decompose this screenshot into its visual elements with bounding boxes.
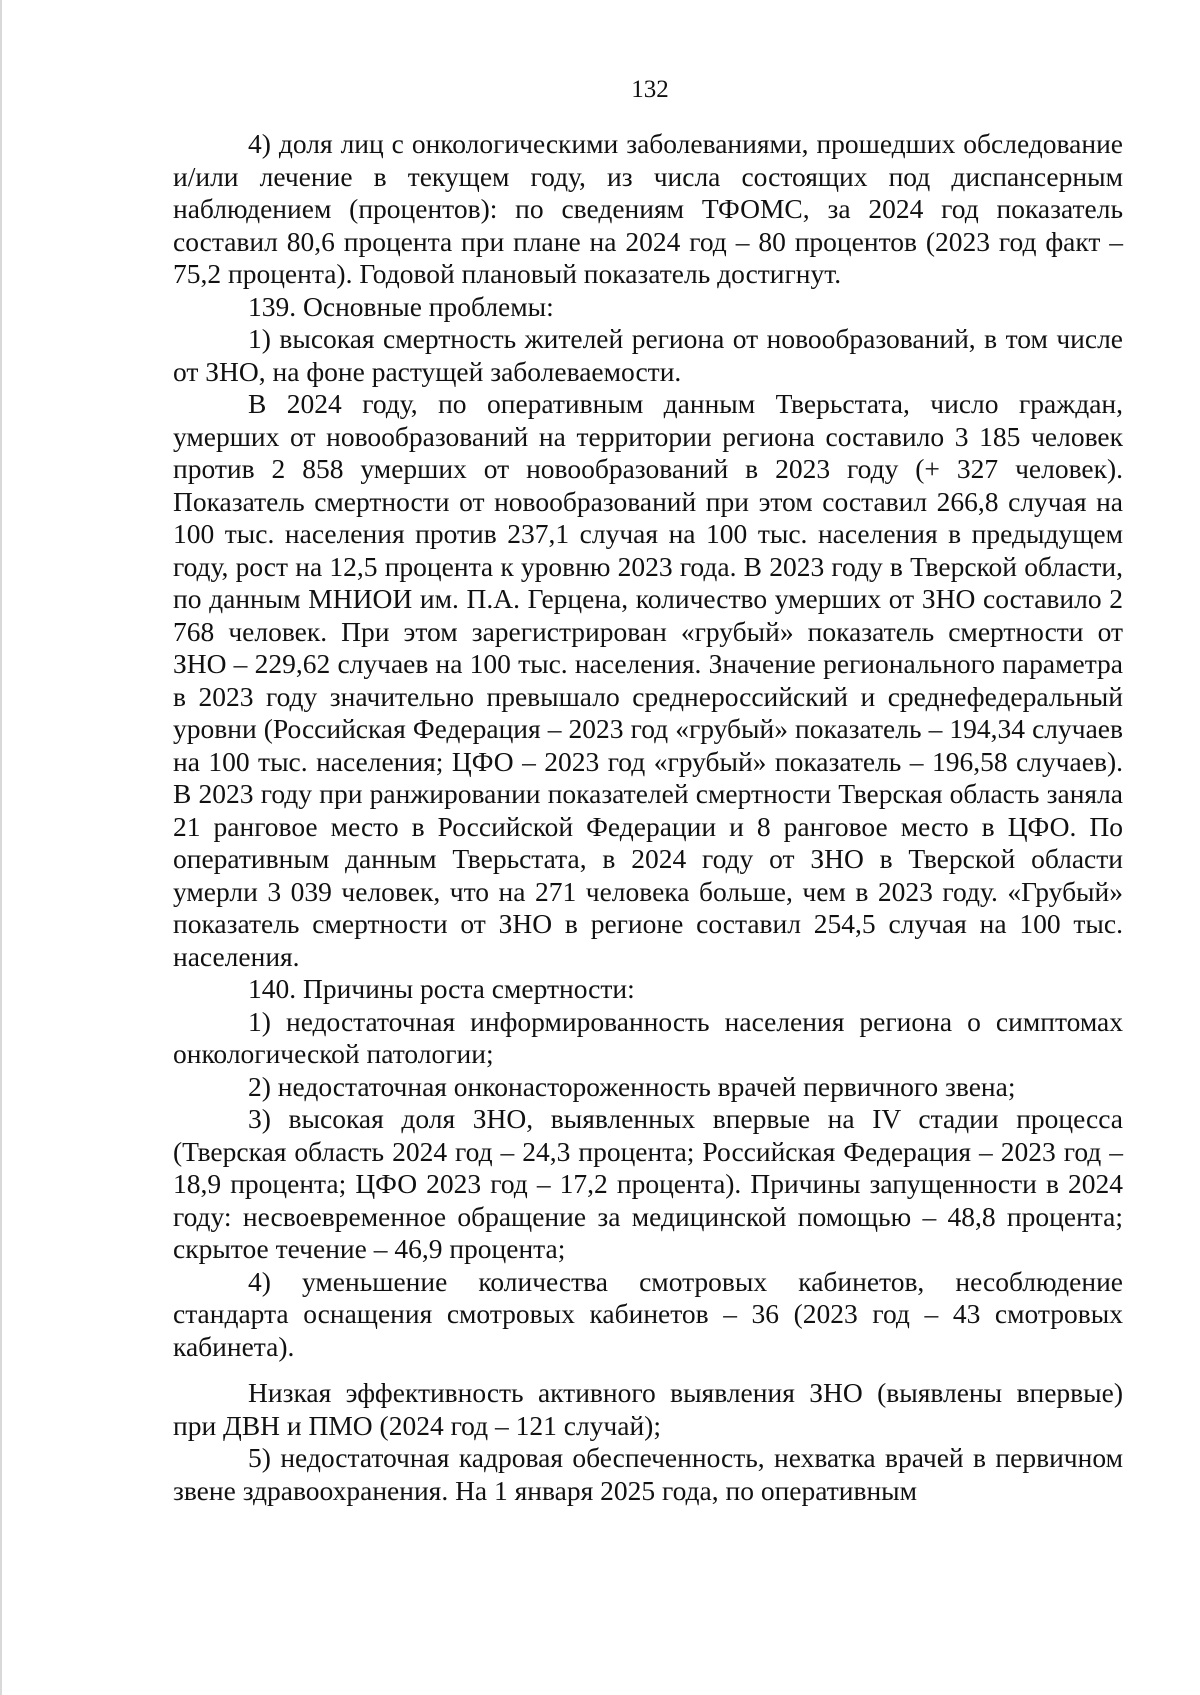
cause-5: 5) недостаточная кадровая обеспеченность, нехватка врачей в первичном звене здравоохранения. На 1 января 2025 года, по оперативным [173,1442,1123,1506]
cause-3: 3) высокая доля ЗНО, выявленных впервые на IV стадии процесса (Тверская область 2024 год – 24,3 процента; Российская Федерация – 2023 год – 18,9 процента; ЦФО 2023 год – 17,2 процента). Причины запущенности в 2024 году: несвоевременное обращение за медицинской помощью – 48,8 процента; скрытое течение – 46,9 процента; [173,1103,1123,1264]
section-139-heading: 139. Основные проблемы: [248,290,554,322]
page-number: 132 [631,76,669,103]
cause-4: 4) уменьшение количества смотровых кабинетов, несоблюдение стандарта оснащения смотровых кабинетов – 36 (2023 год – 43 смотровых кабинета). [173,1265,1123,1362]
screening-efficiency-paragraph: Низкая эффективность активного выявления ЗНО (выявлены впервые) при ДВН и ПМО (2024 год – 121 случай); [173,1377,1123,1441]
scan-edge [0,0,2,1695]
paragraph-indicator-4: 4) доля лиц с онкологическими заболеваниями, прошедших обследование и/или лечение в текущем году, из числа состоящих под диспансерным наблюдением (процентов): по сведениям ТФОМС, за 2024 год показатель составил 80,6 процента при плане на 2024 год – 80 процентов (2023 год факт – 75,2 процента). Годовой плановый показатель достигнут. [173,128,1123,289]
cause-1: 1) недостаточная информированность населения региона о симптомах онкологической патологии; [173,1005,1123,1069]
cause-2: 2) недостаточная онконастороженность врачей первичного звена; [248,1070,1016,1102]
document-body [173,128,1123,1507]
section-140-heading: 140. Причины роста смертности: [248,973,635,1004]
problem-1: 1) высокая смертность жителей региона от новообразований, в том числе от ЗНО, на фоне растущей заболеваемости. [173,323,1123,387]
mortality-statistics-paragraph: В 2024 году, по оперативным данным Тверьстата, число граждан, умерших от новообразований на территории региона составило 3 185 человек против 2 858 умерших от новообразований в 2023 году (+ 327 человек). Показатель смертности от новообразований при этом составил 266,8 случая на 100 тыс. населения против 237,1 случая на 100 тыс. населения в предыдущем году, рост на 12,5 процента к уровню 2023 года. В 2023 году в Тверской области, по данным МНИОИ им. П.А. Герцена, количество умерших от ЗНО составило 2 768 человек. При этом зарегистрирован «грубый» показатель смертности от ЗНО – 229,62 случаев на 100 тыс. населения. Значение регионального параметра в 2023 году значительно превышало среднероссийский и среднефедеральный уровни (Российская Федерация – 2023 год «грубый» показатель – 194,34 случаев на 100 тыс. населения; ЦФО – 2023 год «грубый» показатель – 196,58 случаев). В 2023 году при ранжировании показателей смертности Тверская область заняла 21 ранговое место в Российской Федерации и 8 ранговое место в ЦФО. По оперативным данным Тверьстата, в 2024 году от ЗНО в Тверской области умерли 3 039 человек, что на 271 человека больше, чем в 2023 году. «Грубый» показатель смертности от ЗНО в регионе составил 254,5 случая на 100 тыс. населения. [173,388,1123,972]
